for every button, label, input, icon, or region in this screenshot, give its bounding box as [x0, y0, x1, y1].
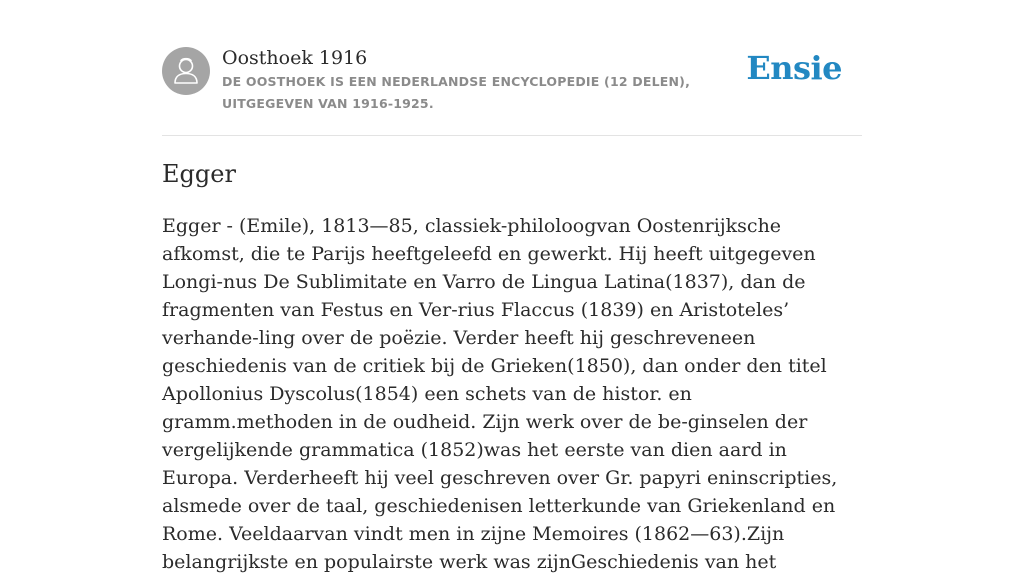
- entry-title: Egger: [162, 160, 236, 188]
- user-icon: [162, 47, 210, 95]
- source-info: [222, 46, 762, 115]
- entry-body: Egger - (Emile), 1813—85, classiek-philoloogvan Oostenrijksche afkomst, die te Parijs heeftgeleefd en gewerkt. Hij heeft uitgegeven Longi-nus De Sublimitate en Varro de Lingua Latina(1837), dan de fragmenten van Festus en Ver-rius Flaccus (1839) en Aristoteles’ verhande-ling over de poëzie. Verder heeft hij geschreveneen geschiedenis van de critiek bij de Grieken(1850), dan onder den titel Apollonius Dyscolus(1854) een schets van de histor. en gramm.methoden in de oudheid. Zijn werk over de be-ginselen der vergelijkende grammatica (1852)was het eerste van dien aard in Europa. Verderheeft hij veel geschreven over Gr. papyri eninscripties, alsmede over de taal, geschiedenisen letterkunde van Griekenland en Rome. Veeldaarvan vindt men in zijne Memoires (1862—63).Zijn belangrijkste en populairste werk was zijnGeschiedenis van het: [162, 215, 838, 573]
- header-divider: [162, 135, 862, 136]
- ensie-logo-link[interactable]: Ensie: [746, 49, 842, 87]
- source-title[interactable]: Oosthoek 1916: [222, 47, 368, 69]
- avatar[interactable]: [162, 47, 210, 95]
- source-description: DE OOSTHOEK IS EEN NEDERLANDSE ENCYCLOPEDIE (12 DELEN), UITGEGEVEN VAN 1916-1925.: [222, 74, 691, 111]
- source-header: [162, 46, 862, 136]
